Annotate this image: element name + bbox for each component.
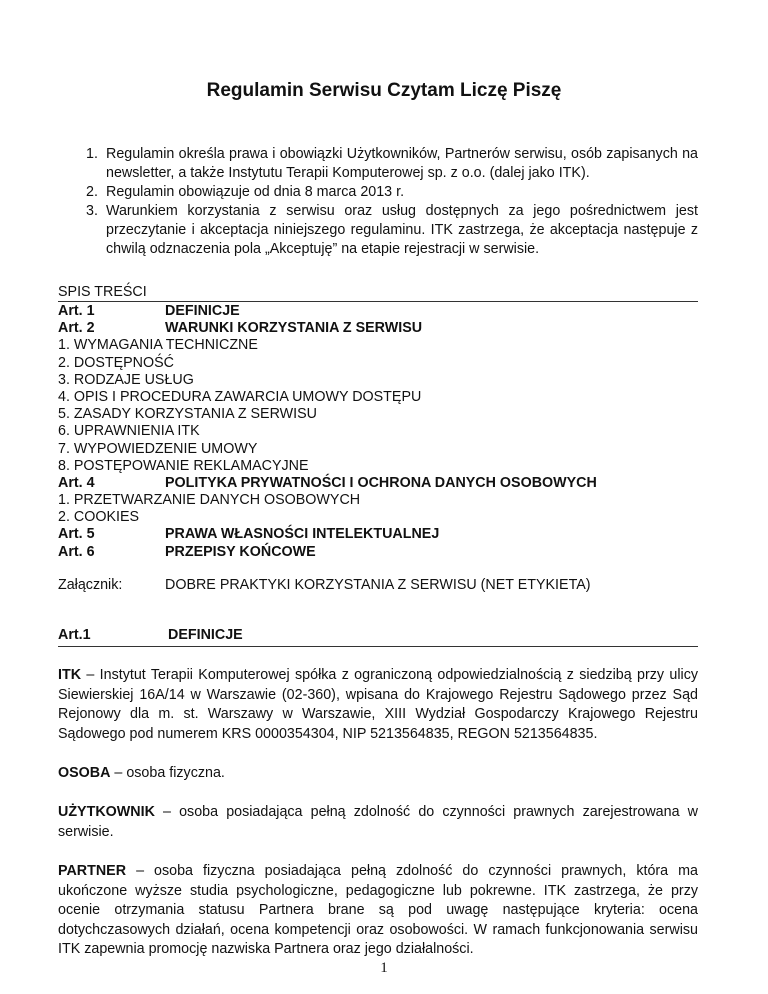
toc-article-label: Art. 2 bbox=[58, 320, 95, 337]
toc-article-label: Art. 6 bbox=[58, 543, 95, 560]
intro-item-text: Warunkiem korzystania z serwisu oraz usług dostępnych za jego pośrednictwem jest przeczytanie i akceptacja niniejszego regulaminu. ITK zastrzega, że akceptacja następuje z chwilą odznaczenia pola „Akceptuję” na etapie rejestracji w serwisie. bbox=[106, 203, 698, 257]
section-title: DEFINICJE bbox=[168, 627, 243, 643]
definition-term: UŻYTKOWNIK bbox=[58, 804, 155, 820]
toc-article-title: PRAWA WŁASNOŚCI INTELEKTUALNEJ bbox=[165, 526, 440, 543]
toc-item: 3. RODZAJE USŁUG bbox=[58, 371, 194, 388]
definition-term: ITK bbox=[58, 667, 82, 683]
toc-article-title: PRZEPISY KOŃCOWE bbox=[165, 543, 316, 560]
toc-article-label: Art. 4 bbox=[58, 474, 95, 491]
document-title: Regulamin Serwisu Czytam Liczę Piszę bbox=[206, 80, 562, 101]
intro-item-text: Regulamin obowiązuje od dnia 8 marca 2013 r. bbox=[106, 184, 405, 200]
toc-item: 7. WYPOWIEDZENIE UMOWY bbox=[58, 440, 258, 457]
toc-article bbox=[58, 475, 698, 492]
intro-item-text: Regulamin określa prawa i obowiązki Użytkowników, Partnerów serwisu, osób zapisanych na newsletter, a także Instytutu Terapii Komputerowej sp. z o.o. (dalej jako ITK). bbox=[106, 146, 698, 181]
toc-article-title: POLITYKA PRYWATNOŚCI I OCHRONA DANYCH OSOBOWYCH bbox=[165, 474, 597, 491]
toc-item: 1. WYMAGANIA TECHNICZNE bbox=[58, 337, 258, 354]
toc-article bbox=[58, 303, 698, 320]
definition-text: – osoba fizyczna posiadająca pełną zdolność do czynności prawnych, która ma ukończone wyższe studia psychologiczne, pedagogiczne lub pokrewne. ITK zastrzega, że przy ocenie otrzymania statusu Partnera brane są pod uwagę następujące kryteria: ocena dotychczasowych działań, ocena kompetencji oraz osobowości. W ramach funkcjonowania serwisu ITK zapewnia promocję nazwiska Partnera oraz jego działalności. bbox=[58, 863, 698, 958]
definition-text: – Instytut Terapii Komputerowej spółka z ograniczoną odpowiedzialnością z siedzibą przy ulicy Siewierskiej 16A/14 w Warszawie (02-360), wpisana do Krajowego Rejestru Sądowego przez Sąd Rejonowy dla m. st. Warszawy w Warszawie, XIII Wydział Gospodarczy Krajowego Rejestru Sądowego pod numerem KRS 0000354304, NIP 5213564835, REGON 5213564835. bbox=[58, 667, 698, 742]
definition-text: – osoba posiadająca pełną zdolność do czynności prawnych zarejestrowana w serwisie. bbox=[58, 804, 698, 840]
attachment-value: DOBRE PRAKTYKI KORZYSTANIA Z SERWISU (NET ETYKIETA) bbox=[165, 577, 591, 593]
definition-term: OSOBA bbox=[58, 765, 111, 781]
toc-item: 6. UPRAWNIENIA ITK bbox=[58, 423, 200, 440]
intro-item-number: 3. bbox=[86, 203, 98, 219]
intro-item bbox=[86, 145, 698, 183]
section-divider bbox=[58, 646, 698, 647]
intro-item bbox=[86, 183, 698, 202]
toc-article-label: Art. 5 bbox=[58, 526, 95, 543]
section-heading bbox=[58, 627, 243, 643]
table-of-contents bbox=[58, 303, 698, 561]
toc-item: 5. ZASADY KORZYSTANIA Z SERWISU bbox=[58, 406, 317, 423]
attachment-line bbox=[58, 577, 591, 593]
toc-item: 2. COOKIES bbox=[58, 509, 140, 526]
toc-article-title: DEFINICJE bbox=[165, 303, 240, 319]
toc-item: 8. POSTĘPOWANIE REKLAMACYJNE bbox=[58, 457, 309, 474]
section-label: Art.1 bbox=[58, 627, 91, 643]
toc-article bbox=[58, 544, 698, 561]
toc-divider bbox=[58, 301, 698, 302]
definition-paragraph bbox=[58, 666, 698, 744]
toc-item: 4. OPIS I PROCEDURA ZAWARCIA UMOWY DOSTĘPU bbox=[58, 388, 422, 405]
definition-paragraph bbox=[58, 764, 698, 784]
intro-item-number: 1. bbox=[86, 146, 98, 162]
toc-item: 1. PRZETWARZANIE DANYCH OSOBOWYCH bbox=[58, 492, 361, 509]
intro-item-number: 2. bbox=[86, 184, 98, 200]
definition-text: – osoba fizyczna. bbox=[110, 765, 225, 781]
page-number: 1 bbox=[380, 960, 388, 976]
toc-item: 2. DOSTĘPNOŚĆ bbox=[58, 354, 174, 371]
toc-article bbox=[58, 526, 698, 543]
toc-article-title: WARUNKI KORZYSTANIA Z SERWISU bbox=[165, 320, 423, 337]
definition-term: PARTNER bbox=[58, 863, 127, 879]
attachment-label: Załącznik: bbox=[58, 577, 123, 593]
definition-paragraph bbox=[58, 862, 698, 960]
intro-item bbox=[86, 202, 698, 259]
intro-list bbox=[86, 145, 698, 259]
definition-paragraph bbox=[58, 803, 698, 842]
toc-heading: SPIS TREŚCI bbox=[58, 284, 147, 300]
toc-article bbox=[58, 320, 698, 337]
toc-article-label: Art. 1 bbox=[58, 303, 95, 319]
